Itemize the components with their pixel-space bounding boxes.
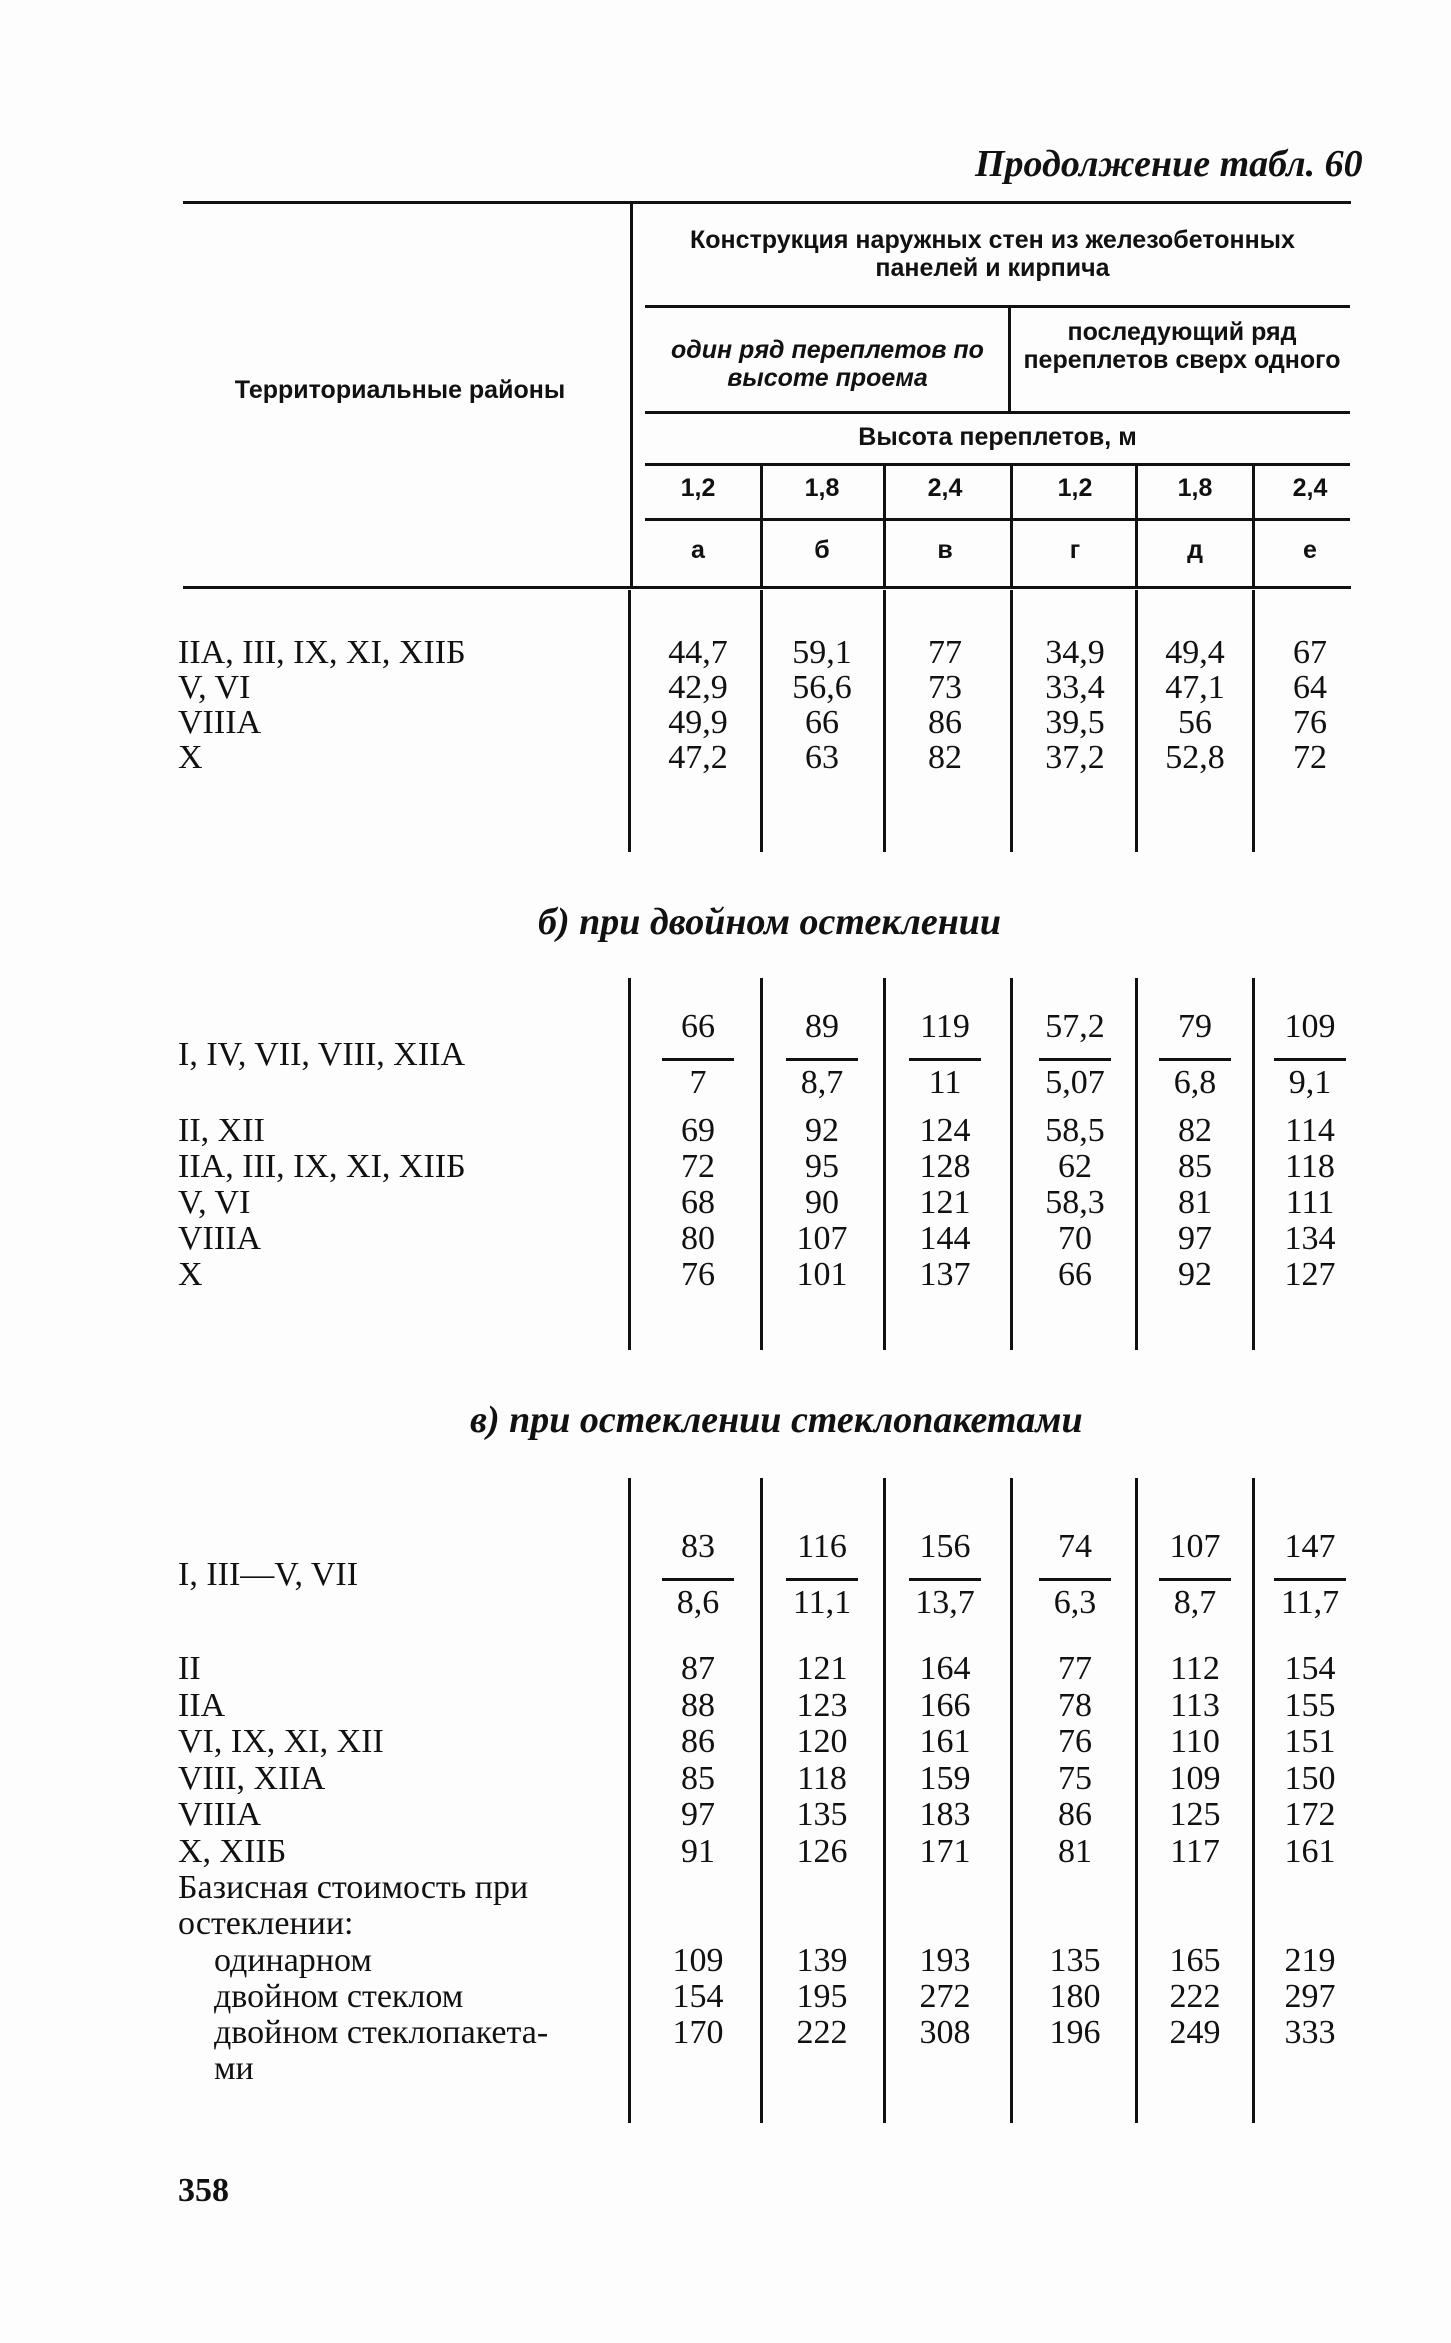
header-col-divider-4 — [1252, 466, 1255, 586]
sec-b-cell-0-4: 82 — [1178, 1112, 1212, 1149]
sec-b-frac-num-2: 119 — [920, 1008, 970, 1045]
sec-b-frac-bar-5 — [1274, 1058, 1346, 1061]
sec-b-cell-1-2: 128 — [919, 1148, 971, 1185]
sec-b-cell-0-3: 58,5 — [1045, 1112, 1105, 1149]
sec-c-col-divider-1 — [883, 1478, 886, 2123]
header-rule-4 — [645, 518, 1350, 521]
sec-a-cell-0-1: 59,1 — [792, 634, 852, 671]
sec-a-cell-2-2: 86 — [928, 704, 962, 741]
sec-c-frac-bar-0 — [662, 1578, 734, 1581]
sec-b-cell-1-5: 118 — [1285, 1148, 1335, 1185]
sec-c-frac-den-0: 8,6 — [676, 1584, 720, 1621]
sec-a-cell-3-5: 72 — [1293, 739, 1327, 776]
sec-a-cell-1-2: 73 — [928, 669, 962, 706]
header-col-divider-1 — [883, 466, 886, 586]
header-height-3: 1,2 — [1057, 474, 1093, 502]
header-col-divider-2 — [1010, 466, 1013, 586]
sec-c-cell-3-5: 150 — [1284, 1759, 1336, 1797]
sec-c-basis-cell-1-0: 154 — [672, 1978, 724, 2015]
sec-c-frac-num-2: 156 — [919, 1528, 971, 1565]
sec-a-row-label-1: V, VI — [178, 669, 251, 706]
sec-c-frac-num-1: 116 — [797, 1528, 847, 1565]
sec-b-cell-3-4: 97 — [1178, 1220, 1212, 1257]
sec-b-cell-3-2: 144 — [919, 1220, 971, 1257]
sec-a-cell-0-5: 67 — [1293, 634, 1327, 671]
header-rule-3 — [645, 463, 1350, 466]
sec-c-cell-0-4: 112 — [1170, 1650, 1220, 1687]
sec-b-row-label-1: IIА, III, IX, XI, XIIБ — [178, 1148, 466, 1185]
header-group1: один ряд переплетов по высоте проема — [671, 336, 984, 392]
sec-b-frac-bar-1 — [786, 1058, 858, 1061]
sec-b-cell-2-5: 111 — [1285, 1184, 1335, 1221]
sec-c-frac-bar-4 — [1159, 1578, 1231, 1581]
sec-c-basis-cell-2-3: 196 — [1049, 2014, 1101, 2051]
sec-a-cell-2-3: 39,5 — [1045, 704, 1105, 741]
header-letter-5: е — [1303, 536, 1317, 564]
sec-b-col-divider-2 — [1010, 978, 1013, 1350]
sec-c-basis-cell-2-4: 249 — [1169, 2014, 1221, 2051]
header-height-4: 1,8 — [1177, 474, 1213, 502]
sec-c-cell-3-1: 118 — [797, 1759, 847, 1797]
sec-c-row-label-3: VIII, XIIА — [178, 1759, 326, 1797]
sec-c-frac-bar-2 — [909, 1578, 981, 1581]
header-height-0: 1,2 — [680, 474, 716, 502]
sec-a-cell-3-1: 63 — [805, 739, 839, 776]
sec-a-cell-3-3: 37,2 — [1045, 739, 1105, 776]
sec-c-cell-1-3: 78 — [1058, 1686, 1092, 1724]
sec-a-cell-2-4: 56 — [1178, 704, 1212, 741]
sec-c-cell-0-0: 87 — [681, 1650, 715, 1687]
header-letter-1: б — [814, 536, 830, 564]
sec-c-row-label-4: VIIIА — [178, 1796, 262, 1833]
sec-c-cell-1-5: 155 — [1284, 1686, 1336, 1724]
sec-b-cell-4-0: 76 — [681, 1256, 715, 1293]
sec-c-basis-cell-1-3: 180 — [1049, 1978, 1101, 2015]
sec-c-frac-num-5: 147 — [1284, 1528, 1336, 1565]
sec-b-frac-den-0: 7 — [689, 1064, 707, 1101]
sec-b-cell-1-1: 95 — [805, 1148, 839, 1185]
sec-b-frac-den-1: 8,7 — [800, 1064, 844, 1101]
sec-a-col-divider-3 — [1135, 590, 1138, 852]
sec-b-cell-2-1: 90 — [805, 1184, 839, 1221]
sec-c-cell-1-1: 123 — [796, 1686, 848, 1724]
header-group-divider — [1008, 308, 1011, 411]
sec-b-cell-1-0: 72 — [681, 1148, 715, 1185]
sec-c-cell-4-3: 86 — [1058, 1796, 1092, 1833]
sec-a-row-label-3: X — [178, 739, 203, 776]
sec-b-cell-1-3: 62 — [1058, 1148, 1092, 1185]
sec-c-cell-1-0: 88 — [681, 1686, 715, 1724]
sec-b-frac-label: I, IV, VII, VIII, XIIА — [178, 1036, 466, 1073]
sec-b-row-label-0: II, XII — [178, 1112, 265, 1149]
sec-c-cell-5-2: 171 — [919, 1832, 971, 1870]
sec-c-frac-bar-1 — [786, 1578, 858, 1581]
sec-b-col-divider-3 — [1135, 978, 1138, 1350]
sec-b-cell-4-1: 101 — [796, 1256, 848, 1293]
continuation-label: Продолжение табл. 60 — [975, 143, 1363, 185]
header-letter-3: г — [1069, 536, 1081, 564]
sec-c-cell-0-5: 154 — [1284, 1650, 1336, 1687]
sec-c-basis-label-last: ми — [214, 2050, 254, 2087]
sec-a-cell-1-0: 42,9 — [668, 669, 728, 706]
sec-c-basis-label-2: остеклении: — [178, 1905, 354, 1942]
header-rule-1 — [645, 305, 1350, 308]
page-number: 358 — [178, 2172, 229, 2209]
sec-c-cell-0-1: 121 — [796, 1650, 848, 1687]
sec-b-frac-den-3: 5,07 — [1045, 1064, 1105, 1101]
sec-b-cell-4-3: 66 — [1058, 1256, 1092, 1293]
header-divider — [630, 204, 633, 586]
sec-b-cell-1-4: 85 — [1178, 1148, 1212, 1185]
sec-c-cell-4-1: 135 — [796, 1796, 848, 1833]
sec-b-cell-2-3: 58,3 — [1045, 1184, 1105, 1221]
sec-c-cell-1-2: 166 — [919, 1686, 971, 1724]
sec-c-basis-cell-2-1: 222 — [796, 2014, 848, 2051]
header-letter-0: а — [691, 536, 705, 564]
sec-a-col-divider-2 — [1010, 590, 1013, 852]
sec-a-cell-3-0: 47,2 — [668, 739, 728, 776]
header-group2: последующий ряд переплетов сверх одного — [1023, 318, 1341, 374]
sec-c-cell-2-3: 76 — [1058, 1723, 1092, 1760]
sec-c-row-label-0: II — [178, 1650, 201, 1687]
sec-a-cell-2-1: 66 — [805, 704, 839, 741]
header-letter-2: в — [937, 536, 953, 564]
sec-a-cell-2-5: 76 — [1293, 704, 1327, 741]
sec-a-left-rule — [628, 590, 631, 852]
sec-c-cell-4-0: 97 — [681, 1796, 715, 1833]
sec-b-frac-bar-2 — [909, 1058, 981, 1061]
sec-b-frac-num-0: 66 — [681, 1008, 715, 1045]
sec-c-basis-cell-0-2: 193 — [919, 1942, 971, 1979]
sec-a-cell-1-1: 56,6 — [792, 669, 852, 706]
sec-c-frac-den-5: 11,7 — [1280, 1584, 1340, 1621]
header-top-rule — [183, 201, 1351, 204]
sec-c-frac-den-4: 8,7 — [1173, 1584, 1217, 1621]
sec-b-frac-num-1: 89 — [805, 1008, 839, 1045]
header-letter-4: д — [1187, 536, 1203, 564]
sec-c-cell-0-3: 77 — [1058, 1650, 1092, 1687]
sec-b-cell-4-2: 137 — [919, 1256, 971, 1293]
sec-c-basis-row-label-2: двойном стеклопакета- — [214, 2014, 549, 2051]
sec-b-cell-3-0: 80 — [681, 1220, 715, 1257]
sec-a-cell-3-2: 82 — [928, 739, 962, 776]
sec-c-col-divider-2 — [1010, 1478, 1013, 2123]
sec-a-col-divider-0 — [760, 590, 763, 852]
sec-b-col-divider-1 — [883, 978, 886, 1350]
sec-c-row-label-5: X, XIIБ — [178, 1832, 287, 1870]
sec-b-cell-4-5: 127 — [1284, 1256, 1336, 1293]
sec-c-basis-cell-1-1: 195 — [796, 1978, 848, 2015]
sec-c-basis-cell-1-5: 297 — [1284, 1978, 1336, 2015]
sec-a-row-label-0: IIА, III, IX, XI, XIIБ — [178, 634, 466, 671]
sec-a-cell-2-0: 49,9 — [668, 704, 728, 741]
section-b-title: б) при двойном остеклении — [538, 901, 1002, 943]
sec-c-basis-cell-1-2: 272 — [919, 1978, 971, 2015]
sec-b-cell-0-1: 92 — [805, 1112, 839, 1149]
sec-b-col-divider-0 — [760, 978, 763, 1350]
sec-b-cell-2-2: 121 — [919, 1184, 971, 1221]
sec-c-basis-cell-2-0: 170 — [672, 2014, 724, 2051]
sec-c-basis-cell-0-0: 109 — [672, 1942, 724, 1979]
sec-c-basis-label-1: Базисная стоимость при — [178, 1869, 529, 1906]
sec-c-cell-5-1: 126 — [796, 1832, 848, 1870]
sec-c-left-rule — [628, 1478, 631, 2123]
sec-c-cell-4-4: 125 — [1169, 1796, 1221, 1833]
sec-c-cell-3-3: 75 — [1058, 1759, 1092, 1797]
sec-b-frac-den-5: 9,1 — [1288, 1064, 1332, 1101]
sec-a-cell-3-4: 52,8 — [1165, 739, 1225, 776]
header-bottom-rule — [183, 586, 1351, 589]
sec-b-cell-0-5: 114 — [1285, 1112, 1335, 1149]
sec-c-cell-5-3: 81 — [1058, 1832, 1092, 1870]
sec-c-frac-num-4: 107 — [1169, 1528, 1221, 1565]
sec-c-cell-5-5: 161 — [1284, 1832, 1336, 1870]
sec-a-cell-0-0: 44,7 — [668, 634, 728, 671]
sec-c-basis-cell-1-4: 222 — [1169, 1978, 1221, 2015]
sec-c-basis-cell-0-1: 139 — [796, 1942, 848, 1979]
sec-c-cell-0-2: 164 — [919, 1650, 971, 1687]
sec-c-row-label-1: IIА — [178, 1686, 226, 1724]
sec-a-cell-1-4: 47,1 — [1165, 669, 1225, 706]
sec-c-basis-cell-0-4: 165 — [1169, 1942, 1221, 1979]
sec-b-frac-den-4: 6,8 — [1173, 1064, 1217, 1101]
header-col-divider-0 — [760, 466, 763, 586]
sec-c-frac-label: I, III—V, VII — [178, 1556, 359, 1593]
sec-c-cell-5-0: 91 — [681, 1832, 715, 1870]
sec-b-cell-4-4: 92 — [1178, 1256, 1212, 1293]
header-construction: Конструкция наружных стен из железобетонных панелей и кирпича — [690, 226, 1295, 282]
sec-a-cell-0-2: 77 — [928, 634, 962, 671]
sec-b-frac-bar-4 — [1159, 1058, 1231, 1061]
header-height-label: Высота переплетов, м — [858, 423, 1137, 451]
sec-a-cell-1-3: 33,4 — [1045, 669, 1105, 706]
sec-b-frac-den-2: 11 — [928, 1064, 962, 1101]
sec-c-cell-5-4: 117 — [1170, 1832, 1220, 1870]
section-c-title: в) при остеклении стеклопакетами — [470, 1399, 1083, 1441]
header-height-5: 2,4 — [1292, 474, 1328, 502]
sec-c-cell-2-2: 161 — [919, 1723, 971, 1760]
sec-c-cell-4-5: 172 — [1284, 1796, 1336, 1833]
sec-c-frac-den-3: 6,3 — [1053, 1584, 1097, 1621]
sec-a-cell-0-4: 49,4 — [1165, 634, 1225, 671]
sec-b-cell-0-0: 69 — [681, 1112, 715, 1149]
header-height-2: 2,4 — [927, 474, 963, 502]
header-territorial: Территориальные районы — [234, 376, 566, 404]
sec-b-left-rule — [628, 978, 631, 1350]
header-rule-2 — [645, 411, 1350, 414]
sec-c-cell-3-4: 109 — [1169, 1759, 1221, 1797]
sec-c-frac-den-2: 13,7 — [915, 1584, 975, 1621]
sec-c-frac-bar-5 — [1274, 1578, 1346, 1581]
sec-c-cell-2-1: 120 — [796, 1723, 848, 1760]
sec-b-cell-3-5: 134 — [1284, 1220, 1336, 1257]
sec-c-basis-cell-0-5: 219 — [1284, 1942, 1336, 1979]
sec-c-cell-2-5: 151 — [1284, 1723, 1336, 1760]
sec-c-basis-cell-0-3: 135 — [1049, 1942, 1101, 1979]
sec-b-row-label-2: V, VI — [178, 1184, 251, 1221]
sec-c-cell-2-0: 86 — [681, 1723, 715, 1760]
sec-c-cell-1-4: 113 — [1170, 1686, 1220, 1724]
header-col-divider-3 — [1135, 466, 1138, 586]
sec-b-frac-num-5: 109 — [1284, 1008, 1336, 1045]
sec-c-frac-bar-3 — [1039, 1578, 1111, 1581]
sec-c-cell-2-4: 110 — [1170, 1723, 1220, 1760]
sec-b-cell-0-2: 124 — [919, 1112, 971, 1149]
header-height-1: 1,8 — [804, 474, 840, 502]
sec-c-basis-row-label-0: одинарном — [214, 1942, 372, 1979]
sec-c-row-label-2: VI, IX, XI, XII — [178, 1723, 384, 1760]
sec-b-cell-2-4: 81 — [1178, 1184, 1212, 1221]
sec-b-cell-2-0: 68 — [681, 1184, 715, 1221]
sec-b-frac-num-3: 57,2 — [1045, 1008, 1105, 1045]
sec-c-cell-3-0: 85 — [681, 1759, 715, 1797]
sec-b-cell-3-1: 107 — [796, 1220, 848, 1257]
sec-b-frac-bar-3 — [1039, 1058, 1111, 1061]
sec-b-frac-bar-0 — [662, 1058, 734, 1061]
sec-c-basis-cell-2-2: 308 — [919, 2014, 971, 2051]
sec-b-frac-num-4: 79 — [1178, 1008, 1212, 1045]
sec-c-frac-den-1: 11,1 — [792, 1584, 852, 1621]
sec-b-row-label-3: VIIIА — [178, 1220, 262, 1257]
sec-a-row-label-2: VIIIА — [178, 704, 262, 741]
sec-c-col-divider-3 — [1135, 1478, 1138, 2123]
sec-c-frac-num-0: 83 — [681, 1528, 715, 1565]
sec-c-basis-row-label-1: двойном стеклом — [214, 1978, 464, 2015]
sec-c-cell-4-2: 183 — [919, 1796, 971, 1833]
sec-a-cell-0-3: 34,9 — [1045, 634, 1105, 671]
sec-a-cell-1-5: 64 — [1293, 669, 1327, 706]
sec-b-cell-3-3: 70 — [1058, 1220, 1092, 1257]
sec-c-frac-num-3: 74 — [1058, 1528, 1092, 1565]
sec-a-col-divider-1 — [883, 590, 886, 852]
sec-c-basis-cell-2-5: 333 — [1284, 2014, 1336, 2051]
sec-b-row-label-4: X — [178, 1256, 203, 1293]
sec-c-cell-3-2: 159 — [919, 1759, 971, 1797]
sec-c-col-divider-0 — [760, 1478, 763, 2123]
